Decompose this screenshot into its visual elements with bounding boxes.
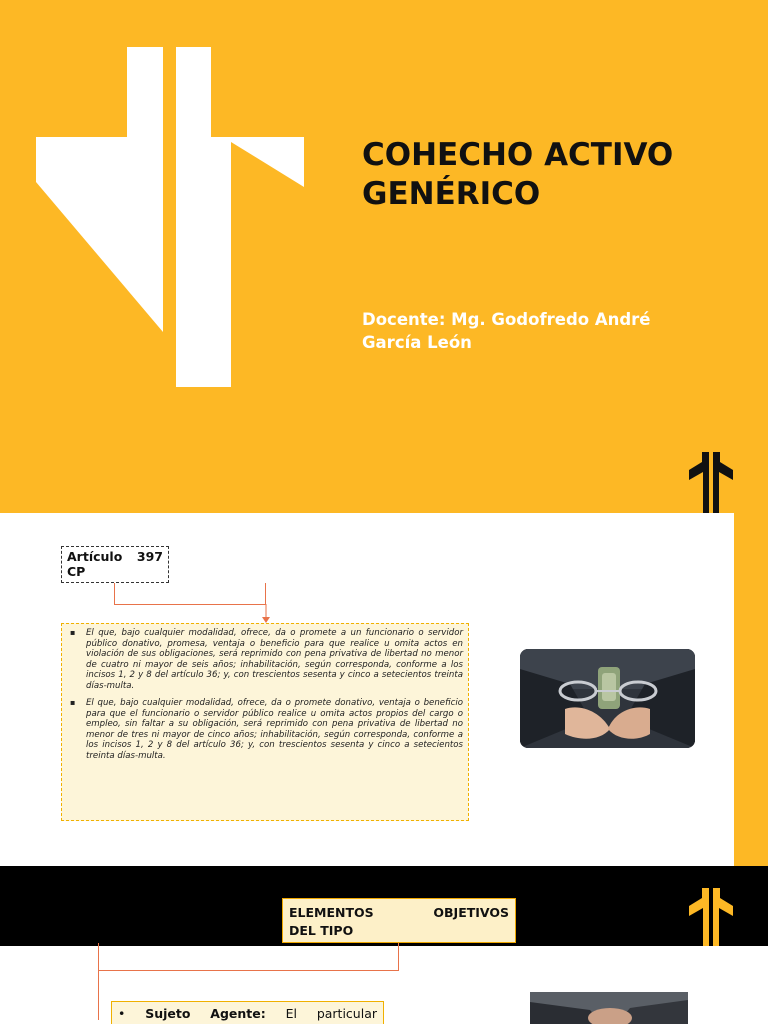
particular-word: particular [316,1006,377,1021]
article-number: 397 [136,549,163,564]
teacher-line-2: García León [362,333,472,352]
elements-slide [0,866,768,1024]
article-slide [0,513,768,866]
article-code: CP [67,564,86,579]
title-line-2: GENÉRICO [362,176,541,212]
teacher-line-1: Docente: Mg. Godofredo André [362,310,651,329]
article-paragraph: ▪ El que, bajo cualquier modalidad, ofrece, da o promete donativo, ventaja o beneficio para que el funcionario o servidor público realice u omita actos propios del cargo o empleo, sin faltar a su obligación, será reprimido con pena privativa de libertad no menor de tres ni mayor de cinco años; inhabilitación, según corresponda, conforme a los incisos 1, 2 y 8 del artículo 36; y, con trescientos sesenta y cinco a setecientos treinta días-multa. [68,698,463,761]
article-label-box [61,546,169,583]
article-text-box [61,623,469,821]
connector-line [98,970,99,1020]
article-word: El [285,1006,297,1021]
objectives-word: OBJETIVOS [433,905,509,920]
handshake-photo [530,992,688,1024]
bullet: • [118,1006,126,1021]
elements-line-2: DEL TIPO [289,923,354,938]
small-arrow-logo-icon [686,452,736,513]
elements-heading-box [282,898,516,943]
handcuffed-hands-money-photo [520,649,695,748]
subject-agent-box [111,1001,384,1024]
accent-bar [734,513,768,866]
presentation-title [362,136,752,214]
handcuffs-photo-icon [520,649,695,748]
elements-word: ELEMENTOS [289,905,374,920]
article-paragraph: ▪ El que, bajo cualquier modalidad, ofrece, da o promete a un funcionario o servidor público donativo, promesa, ventaja o beneficio para que realice u omita actos en violación de sus obligaciones, será reprimido con pena privativa de libertad no menor de cuatro ni mayor de seis años; inhabilitación, según corresponda, conforme a los incisos 1, 2 y 8 del artículo 36; y, con trescientos sesenta y cinco a setecientos treinta días-multa. [68,628,463,691]
handshake-photo-icon [530,992,688,1024]
title-line-1: COHECHO ACTIVO [362,137,674,173]
connector-line [114,583,266,605]
arrow-logo-icon [36,42,311,387]
subject-word: Sujeto [145,1006,191,1021]
connector-arrow-icon [261,604,271,624]
teacher-credit [362,308,722,354]
agent-word: Agente: [210,1006,266,1021]
article-label-word: Artículo [67,549,123,564]
connector-line [98,943,399,971]
small-arrow-logo-icon [686,888,736,946]
article-paragraph-list [68,628,463,761]
